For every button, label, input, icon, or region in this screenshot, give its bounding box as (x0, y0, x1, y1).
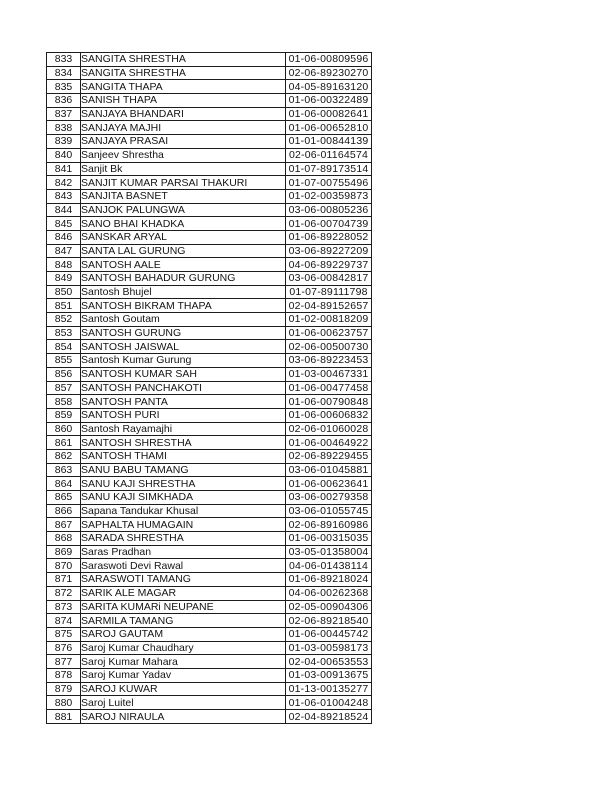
table-row (47, 272, 372, 286)
table-row (47, 189, 372, 203)
table-row (47, 326, 372, 340)
id-number-cell: 02-06-00500730 (286, 340, 372, 354)
name-cell: SANJOK PALUNGWA (81, 203, 286, 217)
name-cell: SARMILA TAMANG (81, 614, 286, 628)
id-number-cell: 01-06-00464922 (286, 436, 372, 450)
row-number-cell: 840 (47, 148, 81, 162)
row-number-cell: 873 (47, 600, 81, 614)
name-cell: SANTOSH THAMI (81, 449, 286, 463)
row-number-cell: 861 (47, 436, 81, 450)
name-cell: Saras Pradhan (81, 545, 286, 559)
table-row (47, 614, 372, 628)
name-cell: Santosh Kumar Gurung (81, 354, 286, 368)
id-number-cell: 03-06-00842817 (286, 272, 372, 286)
name-cell: SAPHALTA HUMAGAIN (81, 518, 286, 532)
table-row (47, 559, 372, 573)
id-number-cell: 04-05-89163120 (286, 80, 372, 94)
roster-table-body (47, 53, 372, 724)
id-number-cell: 02-04-89218524 (286, 710, 372, 724)
row-number-cell: 875 (47, 627, 81, 641)
id-number-cell: 02-06-89229455 (286, 449, 372, 463)
id-number-cell: 01-06-00623757 (286, 326, 372, 340)
table-row (47, 80, 372, 94)
row-number-cell: 871 (47, 573, 81, 587)
table-row (47, 244, 372, 258)
table-row (47, 545, 372, 559)
id-number-cell: 04-06-01438114 (286, 559, 372, 573)
table-row (47, 491, 372, 505)
row-number-cell: 870 (47, 559, 81, 573)
table-row (47, 696, 372, 710)
id-number-cell: 01-02-00818209 (286, 313, 372, 327)
table-row (47, 655, 372, 669)
id-number-cell: 03-06-89227209 (286, 244, 372, 258)
row-number-cell: 836 (47, 94, 81, 108)
table-row (47, 230, 372, 244)
table-row (47, 285, 372, 299)
id-number-cell: 03-06-01055745 (286, 504, 372, 518)
id-number-cell: 03-06-01045881 (286, 463, 372, 477)
row-number-cell: 834 (47, 66, 81, 80)
name-cell: SANJAYA BHANDARI (81, 107, 286, 121)
table-row (47, 532, 372, 546)
roster-table (46, 52, 372, 724)
name-cell: SANO BHAI KHADKA (81, 217, 286, 231)
id-number-cell: 04-06-89229737 (286, 258, 372, 272)
row-number-cell: 857 (47, 381, 81, 395)
id-number-cell: 02-06-01060028 (286, 422, 372, 436)
id-number-cell: 01-06-01004248 (286, 696, 372, 710)
table-row (47, 94, 372, 108)
table-row (47, 627, 372, 641)
id-number-cell: 01-06-00652810 (286, 121, 372, 135)
row-number-cell: 877 (47, 655, 81, 669)
name-cell: SANTOSH PANTA (81, 395, 286, 409)
table-row (47, 395, 372, 409)
table-row (47, 258, 372, 272)
name-cell: SANJAYA PRASAI (81, 135, 286, 149)
row-number-cell: 841 (47, 162, 81, 176)
table-row (47, 203, 372, 217)
id-number-cell: 01-07-89173514 (286, 162, 372, 176)
name-cell: Saroj Kumar Yadav (81, 668, 286, 682)
id-number-cell: 01-06-00315035 (286, 532, 372, 546)
table-row (47, 682, 372, 696)
table-row (47, 710, 372, 724)
name-cell: SANU BABU TAMANG (81, 463, 286, 477)
row-number-cell: 859 (47, 408, 81, 422)
row-number-cell: 866 (47, 504, 81, 518)
table-row (47, 504, 372, 518)
row-number-cell: 881 (47, 710, 81, 724)
name-cell: SANGITA SHRESTHA (81, 53, 286, 67)
row-number-cell: 850 (47, 285, 81, 299)
id-number-cell: 03-06-00805236 (286, 203, 372, 217)
id-number-cell: 04-06-00262368 (286, 586, 372, 600)
row-number-cell: 843 (47, 189, 81, 203)
id-number-cell: 03-06-89223453 (286, 354, 372, 368)
row-number-cell: 842 (47, 176, 81, 190)
row-number-cell: 847 (47, 244, 81, 258)
id-number-cell: 01-03-00913675 (286, 668, 372, 682)
name-cell: SANTOSH JAISWAL (81, 340, 286, 354)
name-cell: Saroj Luitel (81, 696, 286, 710)
table-row (47, 436, 372, 450)
name-cell: SAROJ GAUTAM (81, 627, 286, 641)
name-cell: Sanjeev Shrestha (81, 148, 286, 162)
id-number-cell: 03-05-01358004 (286, 545, 372, 559)
table-row (47, 408, 372, 422)
table-row (47, 463, 372, 477)
name-cell: SANJIT KUMAR PARSAI THAKURI (81, 176, 286, 190)
table-row (47, 340, 372, 354)
row-number-cell: 869 (47, 545, 81, 559)
row-number-cell: 844 (47, 203, 81, 217)
row-number-cell: 854 (47, 340, 81, 354)
name-cell: SANSKAR ARYAL (81, 230, 286, 244)
table-row (47, 354, 372, 368)
table-row (47, 367, 372, 381)
row-number-cell: 879 (47, 682, 81, 696)
name-cell: SANGITA THAPA (81, 80, 286, 94)
row-number-cell: 853 (47, 326, 81, 340)
id-number-cell: 02-06-89218540 (286, 614, 372, 628)
row-number-cell: 865 (47, 491, 81, 505)
row-number-cell: 839 (47, 135, 81, 149)
id-number-cell: 01-06-00445742 (286, 627, 372, 641)
table-row (47, 107, 372, 121)
name-cell: SANGITA SHRESTHA (81, 66, 286, 80)
row-number-cell: 851 (47, 299, 81, 313)
name-cell: SANJAYA MAJHI (81, 121, 286, 135)
row-number-cell: 860 (47, 422, 81, 436)
row-number-cell: 848 (47, 258, 81, 272)
name-cell: Santosh Bhujel (81, 285, 286, 299)
table-row (47, 518, 372, 532)
row-number-cell: 867 (47, 518, 81, 532)
id-number-cell: 01-13-00135277 (286, 682, 372, 696)
name-cell: SANTOSH GURUNG (81, 326, 286, 340)
id-number-cell: 01-06-00322489 (286, 94, 372, 108)
id-number-cell: 02-04-89152657 (286, 299, 372, 313)
table-row (47, 449, 372, 463)
id-number-cell: 03-06-00279358 (286, 491, 372, 505)
name-cell: SANJITA BASNET (81, 189, 286, 203)
row-number-cell: 855 (47, 354, 81, 368)
row-number-cell: 872 (47, 586, 81, 600)
id-number-cell: 01-06-00082641 (286, 107, 372, 121)
id-number-cell: 01-06-89228052 (286, 230, 372, 244)
row-number-cell: 874 (47, 614, 81, 628)
name-cell: SARITA KUMARi NEUPANE (81, 600, 286, 614)
name-cell: SANTOSH SHRESTHA (81, 436, 286, 450)
table-row (47, 573, 372, 587)
id-number-cell: 01-06-00623641 (286, 477, 372, 491)
name-cell: SAROJ KUWAR (81, 682, 286, 696)
name-cell: SANU KAJI SHRESTHA (81, 477, 286, 491)
id-number-cell: 01-06-00704739 (286, 217, 372, 231)
name-cell: Saraswoti Devi Rawal (81, 559, 286, 573)
row-number-cell: 838 (47, 121, 81, 135)
table-row (47, 66, 372, 80)
id-number-cell: 01-06-00606832 (286, 408, 372, 422)
name-cell: SANTA LAL GURUNG (81, 244, 286, 258)
id-number-cell: 01-02-00359873 (286, 189, 372, 203)
table-row (47, 217, 372, 231)
name-cell: SANISH THAPA (81, 94, 286, 108)
id-number-cell: 01-03-00467331 (286, 367, 372, 381)
id-number-cell: 02-04-00653553 (286, 655, 372, 669)
name-cell: Sapana Tandukar Khusal (81, 504, 286, 518)
name-cell: SAROJ NIRAULA (81, 710, 286, 724)
table-row (47, 381, 372, 395)
row-number-cell: 833 (47, 53, 81, 67)
name-cell: SANTOSH PANCHAKOTI (81, 381, 286, 395)
row-number-cell: 864 (47, 477, 81, 491)
id-number-cell: 02-05-00904306 (286, 600, 372, 614)
row-number-cell: 846 (47, 230, 81, 244)
row-number-cell: 863 (47, 463, 81, 477)
name-cell: Santosh Goutam (81, 313, 286, 327)
name-cell: Saroj Kumar Chaudhary (81, 641, 286, 655)
table-row (47, 148, 372, 162)
row-number-cell: 876 (47, 641, 81, 655)
id-number-cell: 01-07-89111798 (286, 285, 372, 299)
table-row (47, 135, 372, 149)
name-cell: SANTOSH BIKRAM THAPA (81, 299, 286, 313)
id-number-cell: 01-06-00477458 (286, 381, 372, 395)
id-number-cell: 01-03-00598173 (286, 641, 372, 655)
name-cell: SANU KAJI SIMKHADA (81, 491, 286, 505)
name-cell: SARADA SHRESTHA (81, 532, 286, 546)
id-number-cell: 02-06-01164574 (286, 148, 372, 162)
table-row (47, 600, 372, 614)
row-number-cell: 868 (47, 532, 81, 546)
table-row (47, 477, 372, 491)
id-number-cell: 02-06-89160986 (286, 518, 372, 532)
table-row (47, 422, 372, 436)
table-row (47, 53, 372, 67)
row-number-cell: 852 (47, 313, 81, 327)
row-number-cell: 835 (47, 80, 81, 94)
name-cell: SANTOSH PURI (81, 408, 286, 422)
row-number-cell: 878 (47, 668, 81, 682)
name-cell: SANTOSH BAHADUR GURUNG (81, 272, 286, 286)
row-number-cell: 837 (47, 107, 81, 121)
row-number-cell: 856 (47, 367, 81, 381)
row-number-cell: 845 (47, 217, 81, 231)
table-row (47, 299, 372, 313)
table-row (47, 121, 372, 135)
table-row (47, 176, 372, 190)
id-number-cell: 01-01-00844139 (286, 135, 372, 149)
id-number-cell: 01-06-89218024 (286, 573, 372, 587)
table-row (47, 641, 372, 655)
row-number-cell: 880 (47, 696, 81, 710)
id-number-cell: 02-06-89230270 (286, 66, 372, 80)
id-number-cell: 01-06-00809596 (286, 53, 372, 67)
table-row (47, 586, 372, 600)
name-cell: SANTOSH KUMAR SAH (81, 367, 286, 381)
name-cell: Saroj Kumar Mahara (81, 655, 286, 669)
row-number-cell: 849 (47, 272, 81, 286)
table-row (47, 668, 372, 682)
name-cell: SARIK ALE MAGAR (81, 586, 286, 600)
name-cell: SARASWOTI TAMANG (81, 573, 286, 587)
table-row (47, 313, 372, 327)
table-row (47, 162, 372, 176)
id-number-cell: 01-06-00790848 (286, 395, 372, 409)
id-number-cell: 01-07-00755496 (286, 176, 372, 190)
row-number-cell: 862 (47, 449, 81, 463)
name-cell: Santosh Rayamajhi (81, 422, 286, 436)
name-cell: SANTOSH AALE (81, 258, 286, 272)
name-cell: Sanjit Bk (81, 162, 286, 176)
row-number-cell: 858 (47, 395, 81, 409)
